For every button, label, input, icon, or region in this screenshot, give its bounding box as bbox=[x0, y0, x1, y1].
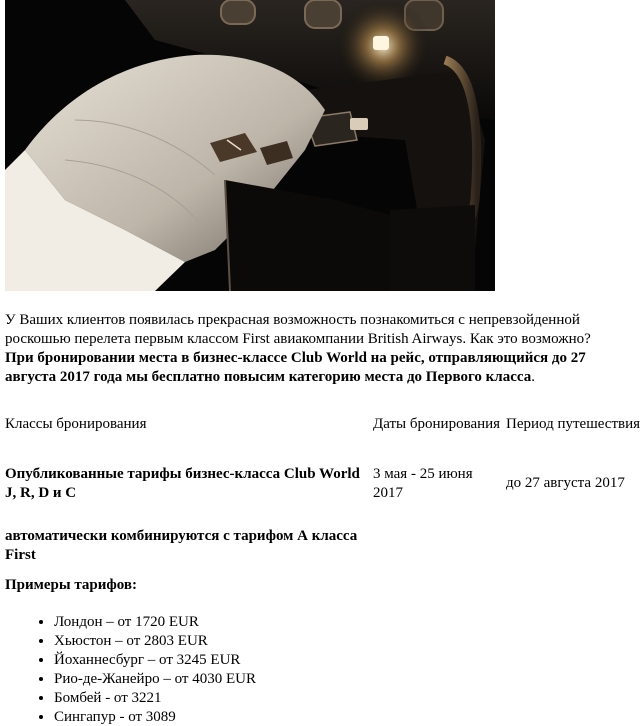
combination-cell: автоматически комбинируются с тарифом А класса First bbox=[5, 527, 358, 563]
table-spacer-row bbox=[5, 444, 641, 464]
fare-examples-list bbox=[33, 613, 256, 726]
table-row bbox=[5, 526, 641, 565]
list-item: • Сингапур - от 3089 bbox=[54, 708, 256, 726]
intro-text: У Ваших клиентов появилась прекрасная возможность познакомиться с непревзойденной роскошью перелета первым классом First авиакомпании British Airways. Как это возможно? bbox=[5, 312, 591, 347]
cabin-photo bbox=[5, 0, 495, 291]
table-spacer-row bbox=[5, 503, 641, 526]
list-item: • Йоханнесбург – от 3245 EUR bbox=[54, 651, 256, 670]
intro-paragraph bbox=[5, 311, 637, 387]
fare-dates-cell: 3 мая - 25 июня 2017 bbox=[373, 465, 473, 501]
table-header-row bbox=[5, 404, 641, 444]
upgrade-offer-text: При бронировании места в бизнес-классе Club World на рейс, отправляющийся до 27 августа 2017 года мы бесплатно повысим категорию места до Первого класса bbox=[5, 350, 586, 385]
first-class-cabin-photo-icon bbox=[5, 0, 495, 291]
header-booking-classes: Классы бронирования bbox=[5, 415, 147, 432]
list-item: • Хьюстон – от 2803 EUR bbox=[54, 632, 256, 651]
fare-examples-title: Примеры тарифов: bbox=[5, 577, 137, 593]
fare-period-cell: до 27 августа 2017 bbox=[506, 475, 625, 491]
header-travel-period: Период путешествия bbox=[506, 415, 641, 432]
list-item: • Рио-де-Жанейро – от 4030 EUR bbox=[54, 670, 256, 689]
fare-classes-table bbox=[5, 404, 641, 565]
list-item: • Лондон – от 1720 EUR bbox=[54, 613, 256, 632]
fare-classes-cell: Опубликованные тарифы бизнес-класса Club World J, R, D и C bbox=[5, 465, 360, 501]
intro-period: . bbox=[531, 369, 535, 385]
list-item: • Бомбей - от 3221 bbox=[54, 689, 256, 708]
header-booking-dates: Даты бронирования bbox=[373, 415, 501, 432]
table-row bbox=[5, 464, 641, 503]
